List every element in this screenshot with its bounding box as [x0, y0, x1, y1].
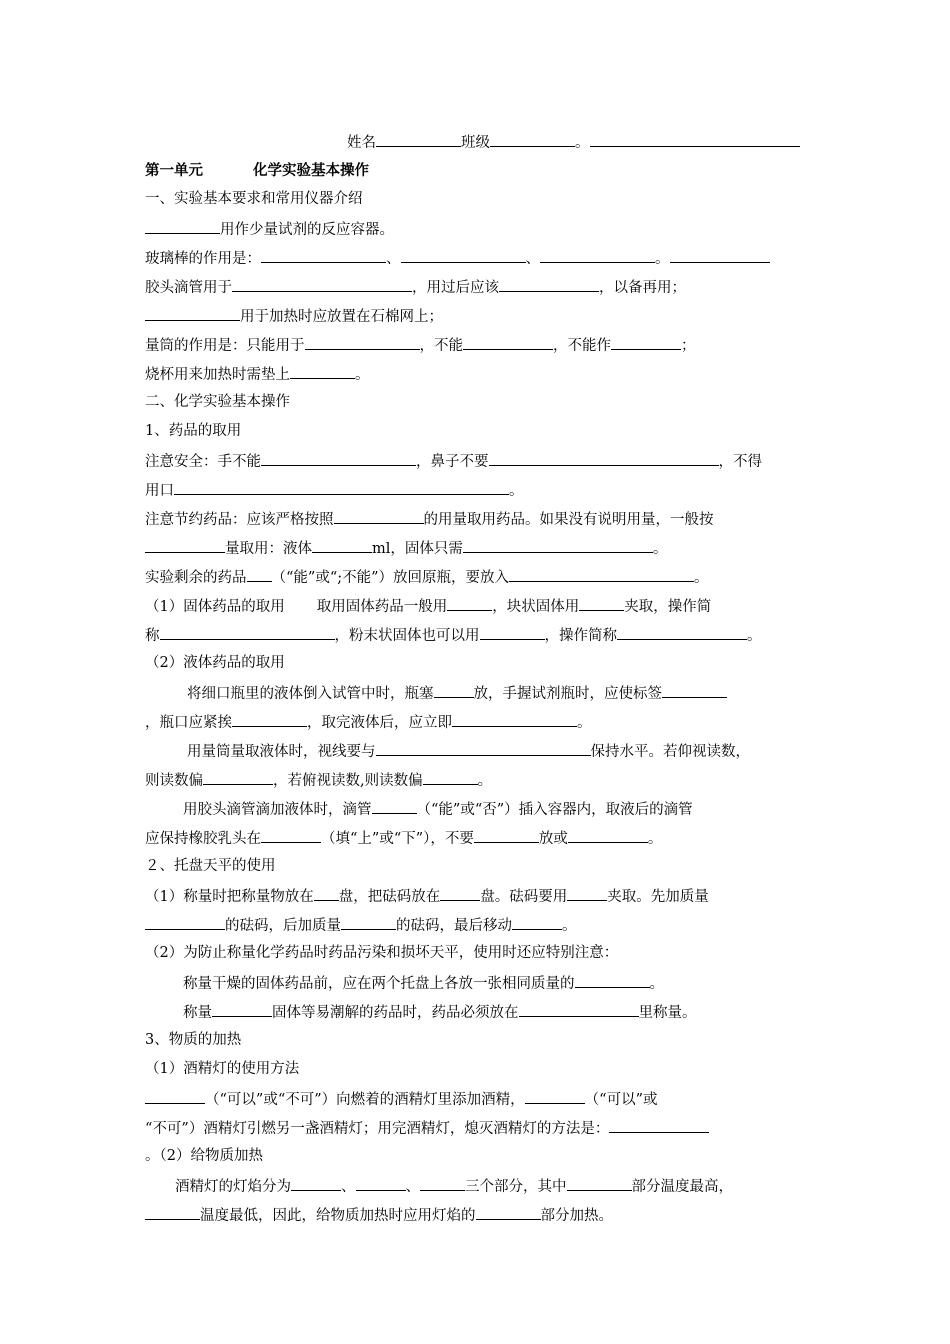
text: 温度最低，因此，给物质加热时应用灯焰的	[200, 1208, 476, 1224]
text: ml，固体只需	[372, 541, 463, 557]
text: ，不能作	[553, 338, 611, 354]
sub-3-title: 3、物质的加热	[145, 1032, 242, 1048]
text: 夹取。先加质量	[607, 889, 709, 905]
blank[interactable]	[261, 247, 386, 263]
blank[interactable]	[463, 334, 553, 350]
sec2-line-20: （1）酒精灯的使用方法	[145, 1061, 300, 1077]
text: 则读数偏	[145, 773, 203, 789]
sec2-line-21	[145, 1088, 810, 1108]
blank[interactable]	[519, 1001, 639, 1017]
text: 盘。砝码要用	[480, 889, 568, 905]
text: 注意安全：手不能	[145, 454, 261, 470]
text: 用作少量试剂的反应容器。	[220, 222, 394, 238]
sub-1-title: 1、药品的取用	[145, 423, 242, 439]
sec2-line-11	[145, 740, 810, 760]
text: ；	[681, 338, 696, 354]
text: ，鼻子不要	[416, 454, 489, 470]
name-blank[interactable]	[376, 131, 461, 147]
blank[interactable]	[489, 450, 719, 466]
text: 。	[477, 773, 493, 789]
blank[interactable]	[452, 711, 577, 727]
blank[interactable]	[509, 566, 694, 582]
sec2-line-13	[145, 798, 810, 818]
sec2-line-10	[145, 711, 810, 731]
text: 。	[649, 976, 664, 992]
blank[interactable]	[174, 479, 509, 495]
text: 、	[525, 251, 540, 267]
sec1-line-3	[145, 276, 810, 296]
blank[interactable]	[160, 624, 335, 640]
text: （“能”或“;不能”）放回原瓶，要放入	[271, 570, 510, 586]
sec2-line-4	[145, 537, 810, 557]
blank[interactable]	[247, 566, 272, 582]
text: 里称量。	[638, 1005, 697, 1021]
text: 盘，把砝码放在	[338, 889, 441, 905]
text: 、	[405, 1179, 420, 1195]
sec2-line-17: （2）为防止称量化学药品时药品污染和损坏天平，使用时还应特别注意：	[145, 945, 619, 961]
blank[interactable]	[145, 305, 240, 321]
blank[interactable]	[376, 740, 591, 756]
text: 保持水平。若仰视读数，	[590, 744, 750, 760]
text: 。	[509, 483, 524, 499]
sec1-line-1	[145, 218, 810, 238]
text: 称量	[183, 1005, 212, 1021]
blank[interactable]	[480, 624, 545, 640]
text: 酒精灯的灯焰分为	[175, 1179, 291, 1195]
sec2-line-5	[145, 566, 810, 586]
blank[interactable]	[356, 1175, 406, 1191]
text: ，瓶口应紧挨	[145, 715, 232, 731]
blank[interactable]	[290, 363, 355, 379]
text: 用胶头滴管滴加液体时，滴管	[183, 802, 372, 818]
sec2-line-14	[145, 827, 810, 847]
blank[interactable]	[670, 247, 770, 263]
blank[interactable]	[512, 914, 562, 930]
text: 胶头滴管用于	[145, 280, 232, 296]
text: ，粉末状固体也可以用	[334, 628, 480, 644]
sec2-line-22	[145, 1117, 810, 1137]
blank[interactable]	[476, 1204, 541, 1220]
blank[interactable]	[145, 914, 225, 930]
text: 、	[386, 251, 401, 267]
text: 。	[694, 570, 709, 586]
unit-label: 第一单元	[145, 162, 203, 179]
unit-title: 化学实验基本操作	[253, 162, 369, 179]
text: ，块状固体用	[492, 599, 580, 615]
text: 放，手握试剂瓶时，应使标签	[473, 686, 662, 702]
blank[interactable]	[568, 827, 648, 843]
blank[interactable]	[611, 334, 681, 350]
header-line	[347, 131, 807, 151]
text: 称量干燥的固体药品前，应在两个托盘上各放一张相同质量的	[183, 976, 575, 992]
text: 用口	[145, 483, 174, 499]
end-mark: 。	[575, 135, 590, 151]
blank[interactable]	[312, 537, 372, 553]
sec1-line-6	[145, 363, 810, 383]
sec1-line-2	[145, 247, 810, 267]
text: 放或	[538, 831, 568, 847]
text: （1）称量时把称量物放在	[145, 889, 314, 905]
text: 称	[145, 628, 160, 644]
blank[interactable]	[372, 798, 417, 814]
blank[interactable]	[401, 247, 526, 263]
blank[interactable]	[567, 885, 607, 901]
name-label: 姓名	[347, 135, 376, 151]
blank[interactable]	[420, 1175, 465, 1191]
text: 取用固体药品一般用	[316, 599, 448, 615]
text: ，若俯视读数,则读数偏	[273, 773, 423, 789]
trailing-blank[interactable]	[590, 131, 800, 147]
sec2-line-15	[145, 885, 810, 905]
blank[interactable]	[579, 595, 624, 611]
blank[interactable]	[145, 218, 220, 234]
sec2-line-25	[145, 1204, 810, 1224]
blank[interactable]	[341, 914, 396, 930]
text: 。	[355, 367, 370, 383]
class-blank[interactable]	[490, 131, 575, 147]
section-2-title: 二、化学实验基本操作	[145, 394, 290, 410]
text: 的砝码，后加质量	[225, 918, 341, 934]
blank[interactable]	[662, 682, 727, 698]
text: ，取完液体后，应立即	[307, 715, 452, 731]
text: 量筒的作用是：只能用于	[145, 338, 305, 354]
blank[interactable]	[540, 247, 655, 263]
text: 烧杯用来加热时需垫上	[145, 367, 290, 383]
blank[interactable]	[567, 1175, 632, 1191]
sec1-line-4	[145, 305, 810, 325]
sec2-line-1	[145, 450, 810, 470]
blank[interactable]	[617, 624, 747, 640]
text: 玻璃棒的作用是：	[145, 251, 261, 267]
blank[interactable]	[203, 769, 273, 785]
text: 。	[655, 251, 670, 267]
sec2-line-18	[145, 972, 810, 992]
text: 注意节约药品：应该严格按照	[145, 512, 334, 528]
text: 、	[341, 1179, 356, 1195]
blank[interactable]	[609, 1117, 709, 1133]
text: “不可”）酒精灯引燃另一盏酒精灯；用完酒精灯，熄灭酒精灯的方法是：	[145, 1121, 610, 1137]
unit-heading	[145, 161, 810, 181]
sec2-line-6	[145, 595, 810, 615]
text: ，操作简称	[544, 628, 617, 644]
text: （“可以”或	[584, 1092, 658, 1108]
blank[interactable]	[434, 682, 474, 698]
blank[interactable]	[145, 1088, 205, 1104]
text: （“可以”或“不可”）向燃着的酒精灯里添加酒精，	[205, 1092, 525, 1108]
sec1-line-5	[145, 334, 810, 354]
sec2-line-9	[145, 682, 810, 702]
blank[interactable]	[261, 827, 321, 843]
blank[interactable]	[525, 1088, 585, 1104]
text: 的砝码，最后移动	[396, 918, 512, 934]
text: ，以备再用；	[599, 280, 686, 296]
text: 。	[647, 831, 663, 847]
blank[interactable]	[145, 1204, 200, 1220]
text: （“能”或“否”）插入容器内，取液后的滴管	[416, 802, 693, 818]
text: 用于加热时应放置在石棉网上；	[240, 309, 443, 325]
sec2-line-3	[145, 508, 810, 528]
blank[interactable]	[305, 334, 420, 350]
blank[interactable]	[575, 972, 650, 988]
text: 量取用：液体	[225, 541, 312, 557]
text: 部分温度最高，	[631, 1179, 733, 1195]
blank[interactable]	[463, 537, 653, 553]
text: 。	[652, 541, 668, 557]
sec2-line-23	[145, 1146, 810, 1166]
text: （填“上”或“下”），不要	[321, 831, 474, 847]
sec2-line-7	[145, 624, 810, 644]
text: 应保持橡胶乳头在	[145, 831, 261, 847]
blank[interactable]	[145, 537, 225, 553]
text: 固体等易潮解的药品时，药品必须放在	[272, 1005, 519, 1021]
sub-2-title: ２、托盘天平的使用	[145, 858, 276, 874]
sec2-line-12	[145, 769, 810, 789]
text: ，不得	[718, 454, 762, 470]
blank[interactable]	[423, 769, 478, 785]
sec2-line-2	[145, 479, 810, 499]
sec2-line-8: （2）液体药品的取用	[145, 655, 285, 671]
text: 部分加热。	[540, 1208, 613, 1224]
text: 。	[577, 715, 592, 731]
text: ，不能	[419, 338, 463, 354]
sec2-line-16	[145, 914, 810, 934]
text: （1）固体药品的取用	[145, 599, 285, 615]
section-1-title: 一、实验基本要求和常用仪器介绍	[145, 191, 363, 207]
text: 用量筒量取液体时，视线要与	[187, 744, 376, 760]
sec2-line-24	[145, 1175, 810, 1195]
blank[interactable]	[261, 450, 416, 466]
text: ，用过后应该	[412, 280, 499, 296]
text: 三个部分，其中	[465, 1179, 567, 1195]
blank[interactable]	[212, 1001, 272, 1017]
text: 。（2）给物质加热	[145, 1148, 263, 1164]
blank[interactable]	[447, 595, 492, 611]
blank[interactable]	[334, 508, 424, 524]
text: 夹取，操作简	[624, 599, 712, 615]
sec2-line-19	[145, 1001, 810, 1021]
blank[interactable]	[232, 711, 307, 727]
text: 的用量取用药品。如果没有说明用量，一般按	[423, 512, 714, 528]
class-label: 班级	[461, 135, 490, 151]
blank[interactable]	[499, 276, 599, 292]
blank[interactable]	[314, 885, 339, 901]
blank[interactable]	[291, 1175, 341, 1191]
text: 。	[562, 918, 577, 934]
blank[interactable]	[440, 885, 480, 901]
text: 将细口瓶里的液体倒入试管中时，瓶塞	[187, 686, 434, 702]
blank[interactable]	[474, 827, 539, 843]
text: 。	[747, 628, 762, 644]
text: 实验剩余的药品	[145, 570, 247, 586]
blank[interactable]	[232, 276, 412, 292]
